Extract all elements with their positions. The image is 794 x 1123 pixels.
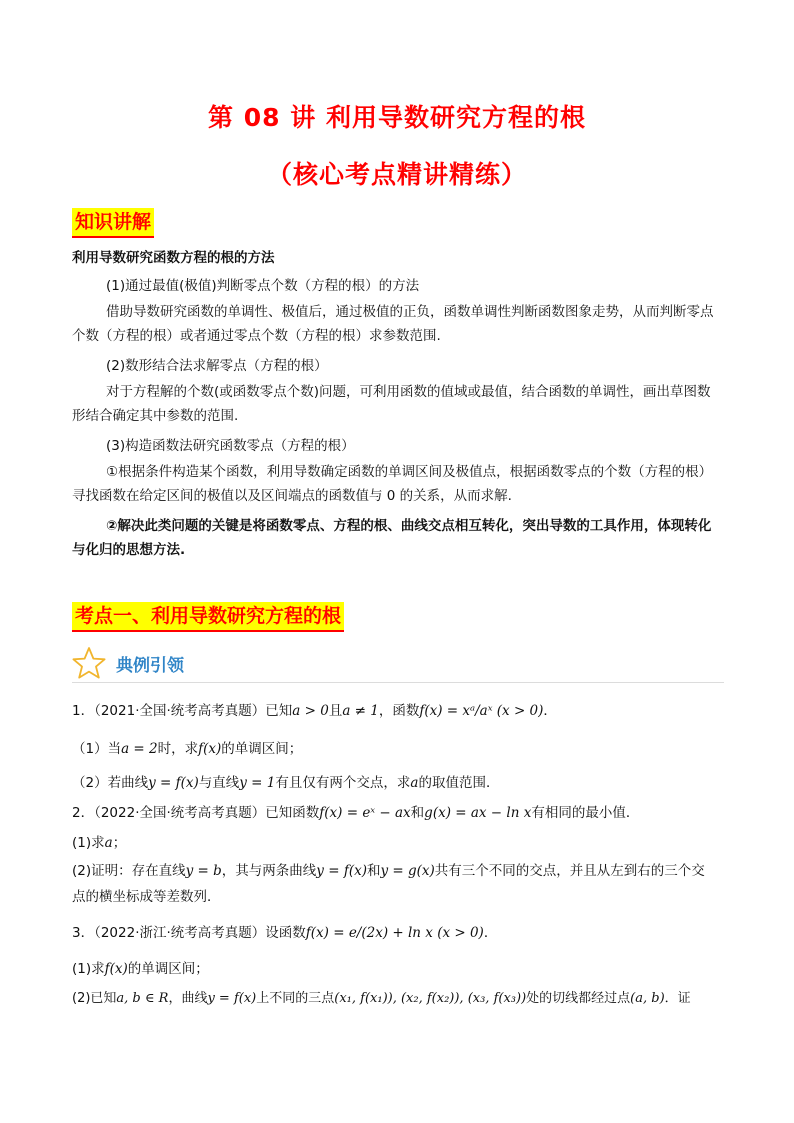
method-paragraph-2: 借助导数研究函数的单调性、极值后，通过极值的正负，函数单调性判断函数图象走势，从而判断零点个数（方程的根）或者通过零点个数（方程的根）求参数范围.	[72, 304, 714, 344]
method-paragraph-4: 对于方程解的个数(或函数零点个数)问题，可利用函数的值域或最值，结合函数的单调性，画出草图数形结合确定其中参数的范围.	[72, 384, 711, 424]
page-title: 第 08 讲 利用导数研究方程的根	[208, 103, 586, 132]
method-paragraph-7: ②解决此类问题的关键是将函数零点、方程的根、曲线交点相互转化，突出导数的工具作用，体现转化与化归的思想方法.	[72, 518, 712, 558]
question-2: 2．（2022·全国·统考高考真题）已知函数f(x) = eˣ − ax和g(x) = ax − ln x有相同的最小值．	[72, 805, 640, 821]
divider	[72, 682, 724, 683]
question-3-part-2: (2)已知a, b ∈ R，曲线y = f(x)上不同的三点(x₁, f(x₁)), (x₂, f(x₂)), (x₃, f(x₃))处的切线都经过点(a, b)．证	[72, 991, 691, 1006]
section-heading-knowledge: 知识讲解	[72, 208, 154, 238]
question-2-part-1: (1)求a；	[72, 835, 127, 851]
question-3-part-1: (1)求f(x)的单调区间；	[72, 961, 209, 977]
question-2-part-2: (2)证明：存在直线y = b，其与两条曲线y = f(x)和y = g(x)共有三个不同的交点，并且从左到右的三个交	[72, 863, 705, 879]
question-3: 3．（2022·浙江·统考高考真题）设函数f(x) = e/(2x) + ln x (x > 0)．	[72, 925, 498, 941]
question-1-part-2: （2）若曲线y = f(x)与直线y = 1有且仅有两个交点，求a的取值范围．	[72, 775, 500, 791]
method-heading: 利用导数研究函数方程的根的方法	[72, 250, 275, 266]
method-paragraph-5: (3)构造函数法研究函数零点（方程的根）	[106, 438, 355, 454]
question-1-part-1: （1）当a = 2时，求f(x)的单调区间；	[72, 741, 303, 757]
method-paragraph-6: ①根据条件构造某个函数，利用导数确定函数的单调区间及极值点，根据函数零点的个数（方程的根）寻找函数在给定区间的极值以及区间端点的函数值与 0 的关系，从而求解.	[72, 464, 713, 504]
section-heading-topic-1: 考点一、利用导数研究方程的根	[72, 602, 344, 632]
example-label-row	[72, 646, 184, 680]
example-label: 典例引领	[116, 655, 184, 676]
method-paragraph-1: (1)通过最值(极值)判断零点个数（方程的根）的方法	[106, 278, 420, 294]
method-paragraph-3: (2)数形结合法求解零点（方程的根）	[106, 358, 328, 374]
page-subtitle: （核心考点精讲精练）	[266, 160, 527, 189]
question-2-part-2-cont: 点的横坐标成等差数列．	[72, 889, 221, 905]
question-1: 1．（2021·全国·统考高考真题）已知a > 0且a ≠ 1，函数f(x) = xᵃ/aˣ (x > 0)．	[72, 703, 557, 719]
star-icon	[72, 646, 106, 680]
